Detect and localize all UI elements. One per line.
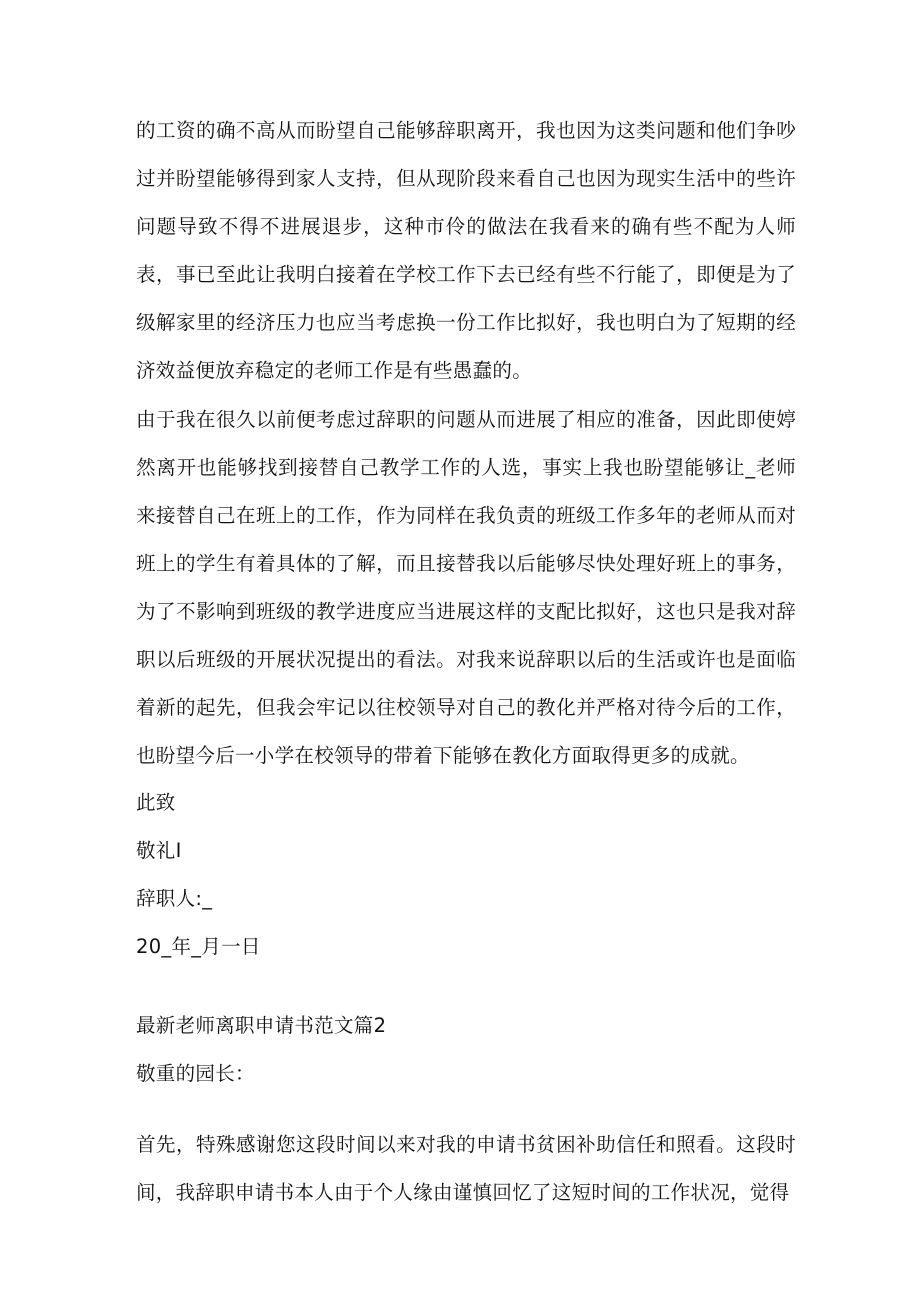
body-paragraph-2: 由于我在很久以前便考虑过辞职的问题从而进展了相应的准备，因此即使婷然离开也能够找到接替自己教学工作的人选，事实上我也盼望能够让_老师来接替自己在班上的工作，作为同样在我负责的班级工作多年的老师从而对班上的学生有着具体的了解，而且接替我以后能够尽快处理好班上的事务，为了不影响到班级的教学进度应当进展这样的支配比拟好，这也只是我对辞职以后班级的开展状况提出的看法。对我来说辞职以后的生活或许也是面临着新的起先，但我会牢记以往校领导对自己的教化并严格对待今后的工作，也盼望今后一小学在校领导的带着下能够在教化方面取得更多的成就。 [136,408,796,767]
body-paragraph-3: 首先，特殊感谢您这段时间以来对我的申请书贫困补助信任和照看。这段时间，我辞职申请书本人由于个人缘由谨慎回忆了这短时间的工作状况，觉得 [136,1133,796,1204]
body-paragraph-1: 的工资的确不高从而盼望自己能够辞职离开，我也因为这类问题和他们争吵过并盼望能够得到家人支持，但从现阶段来看自己也因为现实生活中的些许问题导致不得不进展退步，这种市伶的做法在我看来的确有些不配为人师表，事已至此让我明白接着在学校工作下去已经有些不行能了，即便是为了级解家里的经济压力也应当考虑换一份工作比拟好，我也明白为了短期的经济效益便放弃稳定的老师工作是有些愚蠢的。 [136,119,796,382]
signer-line: 辞职人:_ [136,887,213,910]
closing-line: 此致 [136,791,176,814]
salutation-line: 敬礼I [136,839,182,862]
date-line: 20_年_月一日 [136,935,261,958]
greeting-line: 敬重的园长： [136,1062,255,1085]
section-title: 最新老师离职申请书范文篇2 [136,1014,387,1037]
